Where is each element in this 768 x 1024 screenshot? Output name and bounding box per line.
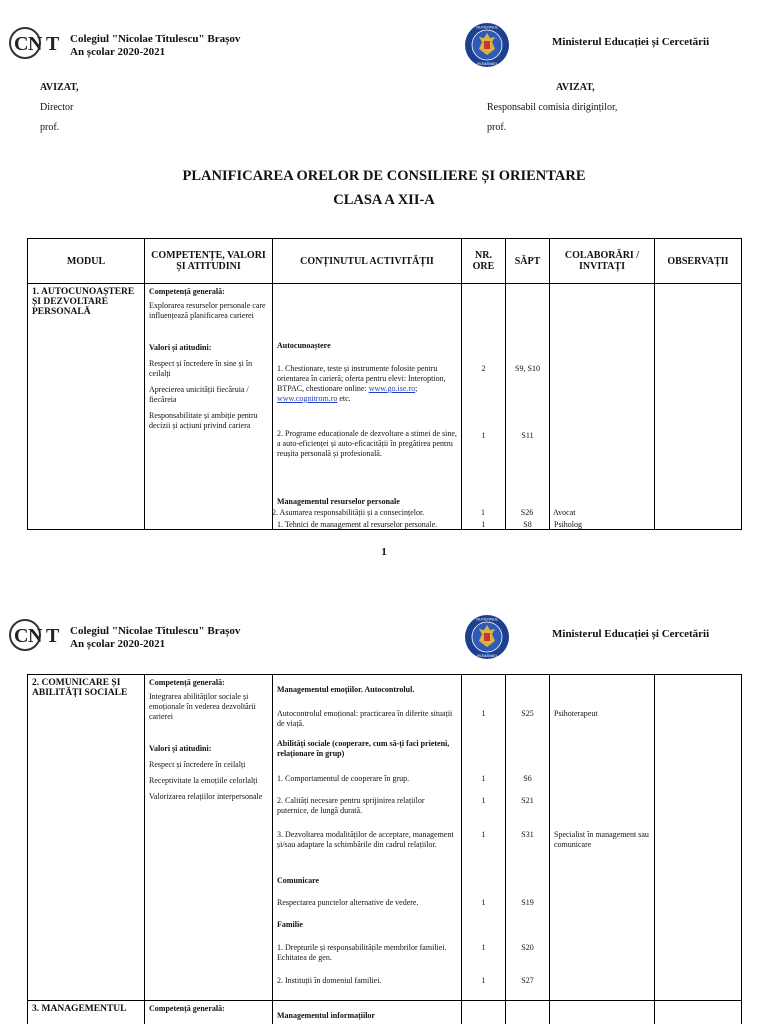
planning-table <box>27 238 742 530</box>
svg-text:ROMÂNIEI: ROMÂNIEI <box>477 653 497 658</box>
activity-text: 2. Instituții în domeniul familiei. <box>277 976 382 985</box>
competence-label: Competență generală: <box>149 678 225 687</box>
page-header <box>0 614 768 658</box>
value-item: Aprecierea unicității fiecăruia / fiecăreia <box>149 385 249 404</box>
section-heading: Managementul informațiilor <box>277 1011 375 1020</box>
svg-text:N: N <box>28 33 43 55</box>
col-header-colaborari: COLABORĂRI / INVITAȚI <box>550 239 655 284</box>
activity-text: 1. Tehnici de management al resurselor personale. <box>277 520 438 529</box>
svg-text:N: N <box>28 625 43 647</box>
document-title: PLANIFICAREA ORELOR DE CONSILIERE ȘI ORIENTARE <box>182 168 586 184</box>
svg-text:T: T <box>46 33 60 55</box>
section-heading: Comunicare <box>277 876 320 885</box>
collaborators-cell: Psihoterapeut Specialist în management sau comunicare <box>550 675 655 1001</box>
approval-left-title: AVIZAT, <box>40 82 79 93</box>
activity-text: 1. Chestionare, teste și instrumente folosite pentru orientarea în carieră; oferta pentru elevi: Interoption, BTPAC, chestionare online: www.go.ise.ro; www.cognitrom.ro etc. <box>277 364 446 403</box>
school-logo-icon <box>8 618 64 652</box>
col-header-competente: COMPETENȚE, VALORI ȘI ATITUDINI <box>145 239 273 284</box>
approval-left-prof: prof. <box>40 122 60 133</box>
collaborators-cell <box>550 1001 655 1024</box>
collaborator-value: Avocat <box>553 508 576 517</box>
activity-text: Autocontrolul emoțional: practicarea în diferite situații de viață. <box>277 709 453 728</box>
activity-text: 2. Calități necesare pentru sprijinirea relațiilor puternice, de lungă durată. <box>277 796 425 815</box>
svg-text:GUVERNUL: GUVERNUL <box>475 24 499 30</box>
observations-cell <box>655 1001 742 1024</box>
competence-label: Competență generală: <box>149 1004 225 1013</box>
link-cognitrom[interactable]: www.cognitrom.ro <box>277 394 338 403</box>
competences-cell <box>145 1001 273 1024</box>
values-label: Valori și atitudini: <box>149 744 212 753</box>
school-name: Colegiul "Nicolae Titulescu" Brașov <box>70 625 241 637</box>
week-cell <box>506 1001 550 1024</box>
activity-text: Respectarea punctelor alternative de vedere. <box>277 898 419 907</box>
competences-cell <box>145 675 273 1001</box>
school-name: Colegiul "Nicolae Titulescu" Brașov <box>70 33 241 45</box>
school-logo-icon <box>8 26 64 60</box>
value-item: Responsabilitate și ambiție pentru decizii și acțiuni privind cariera <box>149 411 258 430</box>
observations-cell <box>655 284 742 530</box>
approval-left <box>40 78 79 138</box>
page-number: 1 <box>381 546 387 558</box>
svg-text:GUVERNUL: GUVERNUL <box>475 616 499 622</box>
activity-text: 2. Programe educaționale de dezvoltare a stimei de sine, a auto-eficienței și auto-eficacității în pregătirea pentru reușita personală și profesională. <box>277 429 457 458</box>
competences-cell <box>145 284 273 530</box>
col-header-continut: CONȚINUTUL ACTIVITĂȚII <box>273 239 462 284</box>
hours-cell: 2 1 1 <box>462 284 506 530</box>
section-heading: Familie <box>277 920 303 929</box>
value-item: Receptivitate la emoțiile celorlalți <box>149 776 258 785</box>
value-item: Respect și încredere în sine și în ceilalți <box>149 359 253 378</box>
table-row <box>28 1001 742 1024</box>
document-page-2 <box>0 592 768 1024</box>
table-header-row <box>28 239 742 284</box>
content-cell <box>273 1001 462 1024</box>
svg-text:C: C <box>14 33 29 55</box>
section-heading: Abilități sociale (cooperare, cum să-ți faci prieteni, relaționare în grup) <box>277 739 450 758</box>
activity-text: 3. Dezvoltarea modalităților de acceptare, management și/sau adaptare la schimbările din cadrul relațiilor. <box>277 830 454 849</box>
page-header <box>0 22 768 66</box>
module-name: 1. AUTOCUNOAȘTERE ȘI DEZVOLTARE PERSONALĂ <box>28 284 145 530</box>
school-info <box>70 33 240 59</box>
table-row <box>28 675 742 1001</box>
government-seal-icon <box>464 22 510 68</box>
value-item: Respect și încredere în ceilalți <box>149 760 246 769</box>
content-cell <box>273 284 462 530</box>
content-cell <box>273 675 462 1001</box>
government-seal-icon <box>464 614 510 660</box>
section-heading: Autocunoaștere <box>277 341 331 350</box>
approval-right-role: Responsabil comisia diriginților, <box>487 102 618 113</box>
hours-cell <box>462 1001 506 1024</box>
page-gap <box>0 568 768 592</box>
col-header-observatii: OBSERVAȚII <box>655 239 742 284</box>
hours-value: 1 <box>481 508 485 517</box>
document-subtitle: CLASA A XII-A <box>333 192 435 208</box>
values-label: Valori și atitudini: <box>149 343 212 352</box>
link-go-ise[interactable]: www.go.ise.ro <box>368 384 416 393</box>
competence-text: Explorarea resurselor personale care influențează planificarea carierei <box>149 301 266 320</box>
svg-text:C: C <box>14 625 29 647</box>
section-heading: Managementul emoțiilor. Autocontrolul. <box>277 685 415 694</box>
ministry-name: Ministerul Educației și Cercetării <box>552 36 710 48</box>
approval-right-title: AVIZAT, <box>556 82 595 93</box>
value-item: Valorizarea relațiilor interpersonale <box>149 792 263 801</box>
activity-text: 2. Asumarea responsabilității și a consecințelor. <box>272 508 425 517</box>
approval-right <box>487 78 617 138</box>
week-cell: S9, S10 S11 S8 <box>506 284 550 530</box>
school-year: An școlar 2020-2021 <box>70 638 166 650</box>
svg-text:ROMÂNIEI: ROMÂNIEI <box>477 61 497 66</box>
planning-table-continued <box>27 674 742 1024</box>
svg-text:T: T <box>46 625 60 647</box>
week-value: S26 <box>520 508 534 517</box>
approval-left-role: Director <box>40 102 74 113</box>
competence-text: Integrarea abilităților sociale și emoționale în vederea dezvoltării carierei <box>149 692 256 721</box>
school-year: An școlar 2020-2021 <box>70 46 166 58</box>
school-info <box>70 625 240 651</box>
col-header-sapt: SĂPT <box>506 239 550 284</box>
competence-label: Competență generală: <box>149 287 225 296</box>
week-cell: S25 S6 S21 S31 S19 S20 S27 <box>506 675 550 1001</box>
collaborators-cell: Psiholog <box>550 284 655 530</box>
activity-text: 1. Drepturile și responsabilitățile membrilor familiei. Echitatea de gen. <box>277 943 447 962</box>
col-header-modul: MODUL <box>28 239 145 284</box>
table-row <box>28 284 742 530</box>
ministry-name: Ministerul Educației și Cercetării <box>552 628 710 640</box>
activity-text: 1. Comportamentul de cooperare în grup. <box>277 774 410 783</box>
approval-right-prof: prof. <box>487 122 507 133</box>
module-name: 2. COMUNICARE ȘI ABILITĂȚI SOCIALE <box>28 675 145 1001</box>
section-heading: Managementul resurselor personale <box>277 497 400 506</box>
module-name: 3. MANAGEMENTUL <box>28 1001 145 1024</box>
hours-cell: 1 1 1 1 1 1 1 <box>462 675 506 1001</box>
observations-cell <box>655 675 742 1001</box>
col-header-nr-ore: NR. ORE <box>462 239 506 284</box>
